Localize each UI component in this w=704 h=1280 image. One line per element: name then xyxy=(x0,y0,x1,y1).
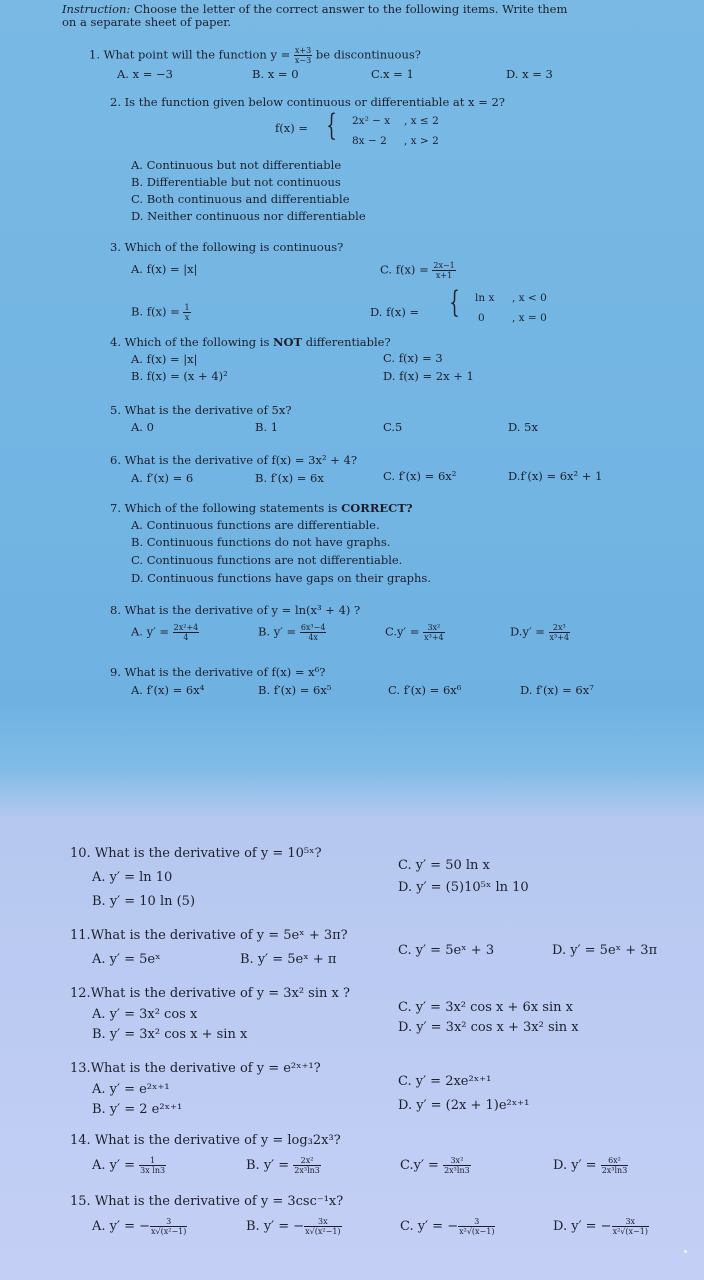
option-3c[interactable]: C. f(x) = $\frac{2x-1}{x+1}$ xyxy=(380,261,455,280)
option-8b[interactable]: B. y′ = $\frac{\text{6x³−4}}{4x}$ xyxy=(258,623,326,642)
piece-3d-2-cond: , x = 0 xyxy=(512,312,547,324)
option-8c[interactable]: C.y′ = $\frac{\text{3x²}}{\text{x³+4}}$ xyxy=(385,623,444,642)
question-3: 3. Which of the following is continuous? xyxy=(110,240,344,254)
option-15c[interactable]: C. y′ = − $\frac{3}{\text{x²√(x−1)}}$ xyxy=(400,1217,495,1236)
option-14b[interactable]: B. y′ = $\frac{\text{2x²}}{\text{2x³ln3}}$ xyxy=(246,1156,320,1175)
brace: { xyxy=(449,285,460,320)
option-2c[interactable]: C. Both continuous and differentiable xyxy=(131,192,350,206)
option-3a[interactable]: A. f(x) = |x| xyxy=(131,262,198,276)
question-9: 9. What is the derivative of f(x) = x⁶? xyxy=(110,665,326,679)
question-10: 10. What is the derivative of y = 10⁵ˣ? xyxy=(70,846,322,861)
option-13c[interactable]: C. y′ = 2xe²ˣ⁺¹ xyxy=(398,1074,492,1089)
fraction: $\frac{x+3}{x-3}$ xyxy=(294,46,312,65)
option-6a[interactable]: A. f′(x) = 6 xyxy=(131,471,194,485)
option-11d[interactable]: D. y′ = 5eˣ + 3π xyxy=(552,943,658,958)
option-14c[interactable]: C.y′ = $\frac{\text{3x²}}{\text{2x³ln3}}$ xyxy=(400,1156,470,1175)
option-5b[interactable]: B. 1 xyxy=(255,420,279,434)
option-1a[interactable]: A. x = −3 xyxy=(117,67,174,81)
option-2a[interactable]: A. Continuous but not differentiable xyxy=(131,158,342,172)
option-5c[interactable]: C.5 xyxy=(383,420,403,434)
option-10a[interactable]: A. y′ = ln 10 xyxy=(92,870,173,885)
paper-speck xyxy=(684,1250,687,1253)
option-2d[interactable]: D. Neither continuous nor differentiable xyxy=(131,209,366,223)
brace: { xyxy=(326,108,337,143)
question-7: 7. Which of the following statements is CORRECT? xyxy=(110,501,413,515)
option-3d[interactable]: D. f(x) = xyxy=(370,305,420,319)
question-14: 14. What is the derivative of y = log₃2x³? xyxy=(70,1133,341,1148)
option-6c[interactable]: C. f′(x) = 6x² xyxy=(383,469,457,483)
option-13a[interactable]: A. y′ = e²ˣ⁺¹ xyxy=(92,1082,170,1097)
option-12a[interactable]: A. y′ = 3x² cos x xyxy=(92,1007,198,1022)
option-9b[interactable]: B. f′(x) = 6x⁵ xyxy=(258,683,332,697)
option-4c[interactable]: C. f(x) = 3 xyxy=(383,351,443,365)
option-4b[interactable]: B. f(x) = (x + 4)² xyxy=(131,369,228,383)
option-1b[interactable]: B. x = 0 xyxy=(252,67,299,81)
option-15b[interactable]: B. y′ = − $\frac{3x}{\text{x√(x²−1)}}$ xyxy=(246,1217,341,1236)
option-6d[interactable]: D.f′(x) = 6x² + 1 xyxy=(508,469,603,483)
instruction-line-1: Instruction: Choose the letter of the correct answer to the following items. Write them xyxy=(62,2,568,16)
option-8a[interactable]: A. y′ = $\frac{\text{2x²+4}}{4}$ xyxy=(131,623,199,642)
question-5: 5. What is the derivative of 5x? xyxy=(110,403,292,417)
option-7a[interactable]: A. Continuous functions are differentiable. xyxy=(131,518,380,532)
instruction-line-2: on a separate sheet of paper. xyxy=(62,15,232,29)
option-4a[interactable]: A. f(x) = |x| xyxy=(131,352,198,366)
question-13: 13.What is the derivative of y = e²ˣ⁺¹? xyxy=(70,1061,321,1076)
piece-3d-2: 0 xyxy=(478,312,485,324)
option-1c[interactable]: C.x = 1 xyxy=(371,67,414,81)
question-4: 4. Which of the following is NOT differentiable? xyxy=(110,335,391,349)
option-9a[interactable]: A. f′(x) = 6x⁴ xyxy=(131,683,205,697)
option-4d[interactable]: D. f(x) = 2x + 1 xyxy=(383,369,474,383)
option-12d[interactable]: D. y′ = 3x² cos x + 3x² sin x xyxy=(398,1020,579,1035)
question-1: 1. What point will the function y = $\frac{x+3}{x-3}$ be discontinuous? xyxy=(89,46,421,65)
option-12c[interactable]: C. y′ = 3x² cos x + 6x sin x xyxy=(398,1000,573,1015)
option-14d[interactable]: D. y′ = $\frac{\text{6x²}}{\text{2x³ln3}}$ xyxy=(553,1156,628,1175)
piece-3d-1: ln x xyxy=(475,292,495,304)
piece-1-cond: , x ≤ 2 xyxy=(404,115,439,127)
option-9d[interactable]: D. f′(x) = 6x⁷ xyxy=(520,683,594,697)
option-7d[interactable]: D. Continuous functions have gaps on their graphs. xyxy=(131,571,431,585)
option-5a[interactable]: A. 0 xyxy=(131,420,154,434)
option-11a[interactable]: A. y′ = 5eˣ xyxy=(92,952,161,967)
option-13d[interactable]: D. y′ = (2x + 1)e²ˣ⁺¹ xyxy=(398,1098,530,1113)
option-15a[interactable]: A. y′ = − $\frac{3}{\text{x√(x²−1)}}$ xyxy=(92,1217,187,1236)
option-10b[interactable]: B. y′ = 10 ln (5) xyxy=(92,894,196,909)
piece-3d-1-cond: , x < 0 xyxy=(512,292,547,304)
option-8d[interactable]: D.y′ = $\frac{\text{2x³}}{\text{x³+4}}$ xyxy=(510,623,570,642)
option-13b[interactable]: B. y′ = 2 e²ˣ⁺¹ xyxy=(92,1102,183,1117)
option-14a[interactable]: A. y′ = $\frac{1}{\text{3x ln3}}$ xyxy=(92,1156,166,1175)
option-3b[interactable]: B. f(x) = $\frac{1}{x}$ xyxy=(131,303,190,322)
option-11c[interactable]: C. y′ = 5eˣ + 3 xyxy=(398,943,495,958)
piece-2: 8x − 2 xyxy=(352,135,387,147)
question-12: 12.What is the derivative of y = 3x² sin x ? xyxy=(70,986,350,1001)
question-11: 11.What is the derivative of y = 5eˣ + 3π? xyxy=(70,928,348,943)
piece-2-cond: , x > 2 xyxy=(404,135,439,147)
option-11b[interactable]: B. y′ = 5eˣ + π xyxy=(240,952,337,967)
option-9c[interactable]: C. f′(x) = 6x⁶ xyxy=(388,683,462,697)
question-15: 15. What is the derivative of y = 3csc⁻¹x? xyxy=(70,1194,344,1209)
question-6: 6. What is the derivative of f(x) = 3x² + 4? xyxy=(110,453,358,467)
option-7c[interactable]: C. Continuous functions are not differentiable. xyxy=(131,553,403,567)
option-15d[interactable]: D. y′ = − $\frac{3x}{\text{x²√(x−1)}}$ xyxy=(553,1217,648,1236)
option-7b[interactable]: B. Continuous functions do not have graphs. xyxy=(131,535,391,549)
option-10c[interactable]: C. y′ = 50 ln x xyxy=(398,858,490,873)
option-6b[interactable]: B. f′(x) = 6x xyxy=(255,471,324,485)
question-2: 2. Is the function given below continuous or differentiable at x = 2? xyxy=(110,95,505,109)
piecewise-label: f(x) = xyxy=(275,121,309,135)
option-12b[interactable]: B. y′ = 3x² cos x + sin x xyxy=(92,1027,248,1042)
question-8: 8. What is the derivative of y = ln(x³ + 4) ? xyxy=(110,603,361,617)
piece-1: 2x² − x xyxy=(352,115,391,127)
option-2b[interactable]: B. Differentiable but not continuous xyxy=(131,175,341,189)
option-1d[interactable]: D. x = 3 xyxy=(506,67,553,81)
option-10d[interactable]: D. y′ = (5)10⁵ˣ ln 10 xyxy=(398,880,529,895)
option-5d[interactable]: D. 5x xyxy=(508,420,538,434)
